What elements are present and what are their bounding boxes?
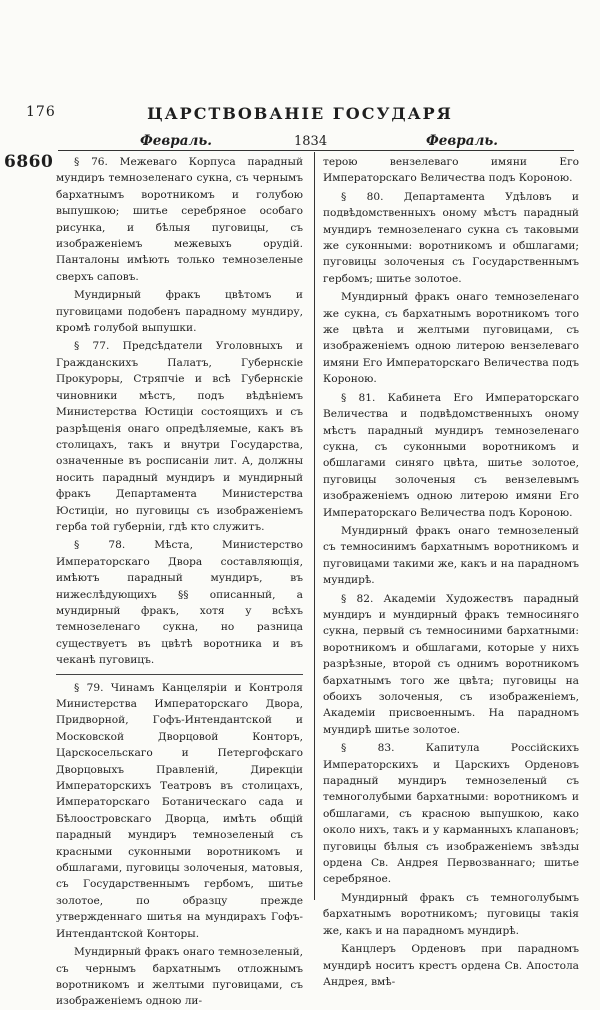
month-right: Февраль. bbox=[426, 133, 498, 149]
paragraph: Канцлеръ Орденовъ при парадномъ мундирѣ носитъ крестъ ордена Св. Апостола Андрея, вмѣ- bbox=[323, 943, 579, 988]
paragraph: § 81. Кабинета Его Императорскаго Величества и подвѣдомственныхъ оному мѣстъ парадный мундиръ темнозеленаго сукна, съ суконными воротникомъ и обшлагами синяго цвѣта, шитье золотое, пуговицы золоченыя съ вензелевымъ изображеніемъ одною литерою имяни Его Императорскаго Величества подъ Короною. bbox=[323, 391, 579, 519]
paragraph: Мундирный фракъ онаго темнозеленаго же сукна, съ бархатнымъ воротникомъ того же цвѣта и желтыми пуговицами, съ изображеніемъ одною литерою вензелеваго имяни Его Императорскаго Величества подъ Короною. bbox=[323, 291, 579, 386]
page-header bbox=[0, 104, 600, 124]
right-column bbox=[323, 154, 579, 990]
paragraph: Мундирный фракъ съ темноголубымъ бархатнымъ воротникомъ; пуговицы такія же, какъ и на парадномъ мундирѣ. bbox=[323, 891, 579, 937]
paragraph: § 80. Департамента Удѣловъ и подвѣдомственныхъ оному мѣстъ парадный мундиръ темнозеленаго сукна съ таковыми же суконными: воротникомъ и обшлагами; пуговицы золоченыя съ Государственнымъ гербомъ; шитье золотое. bbox=[323, 190, 579, 285]
month-left: Февраль. bbox=[140, 133, 212, 149]
paragraph: Мундирный фракъ онаго темнозеленый, съ чернымъ бархатнымъ отложнымъ воротникомъ и желтыми пуговицами, съ изображеніемъ одною ли- bbox=[56, 946, 303, 1008]
paragraph: § 82. Академіи Художествъ парадный мундиръ и мундирный фракъ темносиняго сукна, первый съ темносиними бархатными: воротникомъ и обшлагами, которые у нихъ разрѣзные, второй съ однимъ воротникомъ бархатнымъ того же цвѣта; пуговицы на обоихъ золоченыя, съ изображеніемъ, Академіи присвоеннымъ. На парадномъ мундирѣ шитье золотое. bbox=[323, 592, 579, 736]
paragraph: Мундирный фракъ онаго темнозеленый съ темносинимъ бархатнымъ воротникомъ и пуговицами такими же, какъ и на парадномъ мундирѣ. bbox=[323, 524, 579, 587]
paragraph: § 83. Капитула Россійскихъ Императорскихъ и Царскихъ Орденовъ парадный мундиръ темнозеленый съ темноголубыми бархатными: воротникомъ и обшлагами, съ красною выпушкою, како около нихъ, такъ и у карманныхъ клапановъ; пуговицы бѣлыя съ изображеніемъ звѣзды ордена Св. Андрея Первозваннаго; шитье серебряное. bbox=[323, 742, 579, 886]
year: 1834 bbox=[294, 134, 328, 149]
paragraph: § 79. Чинамъ Канцеляріи и Контроля Министерства Императорскаго Двора, Придворной, Гофъ-Интендантской и Московской Дворцовой Конторъ, Царскосельскаго и Петергофскаго Дворцовыхъ Правленій, Дирекціи Императорскихъ Театровъ въ столицахъ, Императорскаго Ботаническаго сада и Бѣлоостровскаго Дворца, имѣть общій парадный мундиръ темнозеленый съ красными суконными воротникомъ и обшлагами, пуговицы золоченыя, матовыя, съ Государственнымъ гербомъ, шитье золотое, по образцу прежде утвержденнаго шитья на мундирахъ Гофъ-Интендантской Конторы. bbox=[56, 681, 303, 940]
left-column bbox=[56, 154, 303, 1010]
section-rule bbox=[56, 674, 303, 675]
paragraph: § 76. Межеваго Корпуса парадный мундиръ темнозеленаго сукна, съ чернымъ бархатнымъ воротникомъ и голубою выпушкою; шитье серебряное особаго рисунка, и бѣлыя пуговицы, съ изображеніемъ межевыхъ орудій. Панталоны имѣють только темнозеленые сверхъ саповъ. bbox=[56, 156, 303, 283]
date-subheader bbox=[0, 133, 600, 151]
page-number: 176 bbox=[26, 104, 56, 120]
paragraph: § 77. Предсѣдатели Уголовныхъ и Гражданскихъ Палатъ, Губернскіе Прокуроры, Стряпчіе и всѣ Губернскіе чиновники мѣстъ, подъ вѣдѣніемъ Министерства Юстиціи состоящихъ и съ разрѣщенія онаго опредѣляемые, какъ въ столицахъ, такъ и внутри Государства, означенные въ росписаніи лит. А, должны носить парадный мундиръ и мундирный фракъ Департамента Министерства Юстиціи, но пуговицы съ изображеніемъ герба той губерніи, гдѣ кто служитъ. bbox=[56, 340, 303, 533]
column-divider bbox=[314, 152, 315, 900]
margin-law-number: 6860 bbox=[4, 152, 54, 172]
paragraph: терою вензелеваго имяни Его Императорскаго Величества подъ Короною. bbox=[323, 156, 579, 185]
running-title: ЦАРСТВОВАНІЕ ГОСУДАРЯ bbox=[147, 104, 453, 123]
paragraph: § 78. Мѣста, Министерство Императорскаго Двора составляющія, имѣютъ парадный мундиръ, въ нижеслѣдующихъ §§ описанный, а мундирный фракъ, хотя у всѣхъ темнозеленаго сукна, но разница существуетъ въ цвѣтѣ воротника и въ чеканѣ пуговицъ. bbox=[56, 539, 303, 667]
paragraph: Мундирный фракъ цвѣтомъ и пуговицами подобенъ парадному мундиру, кромѣ голубой выпушки. bbox=[56, 289, 303, 335]
header-rule bbox=[58, 150, 574, 151]
